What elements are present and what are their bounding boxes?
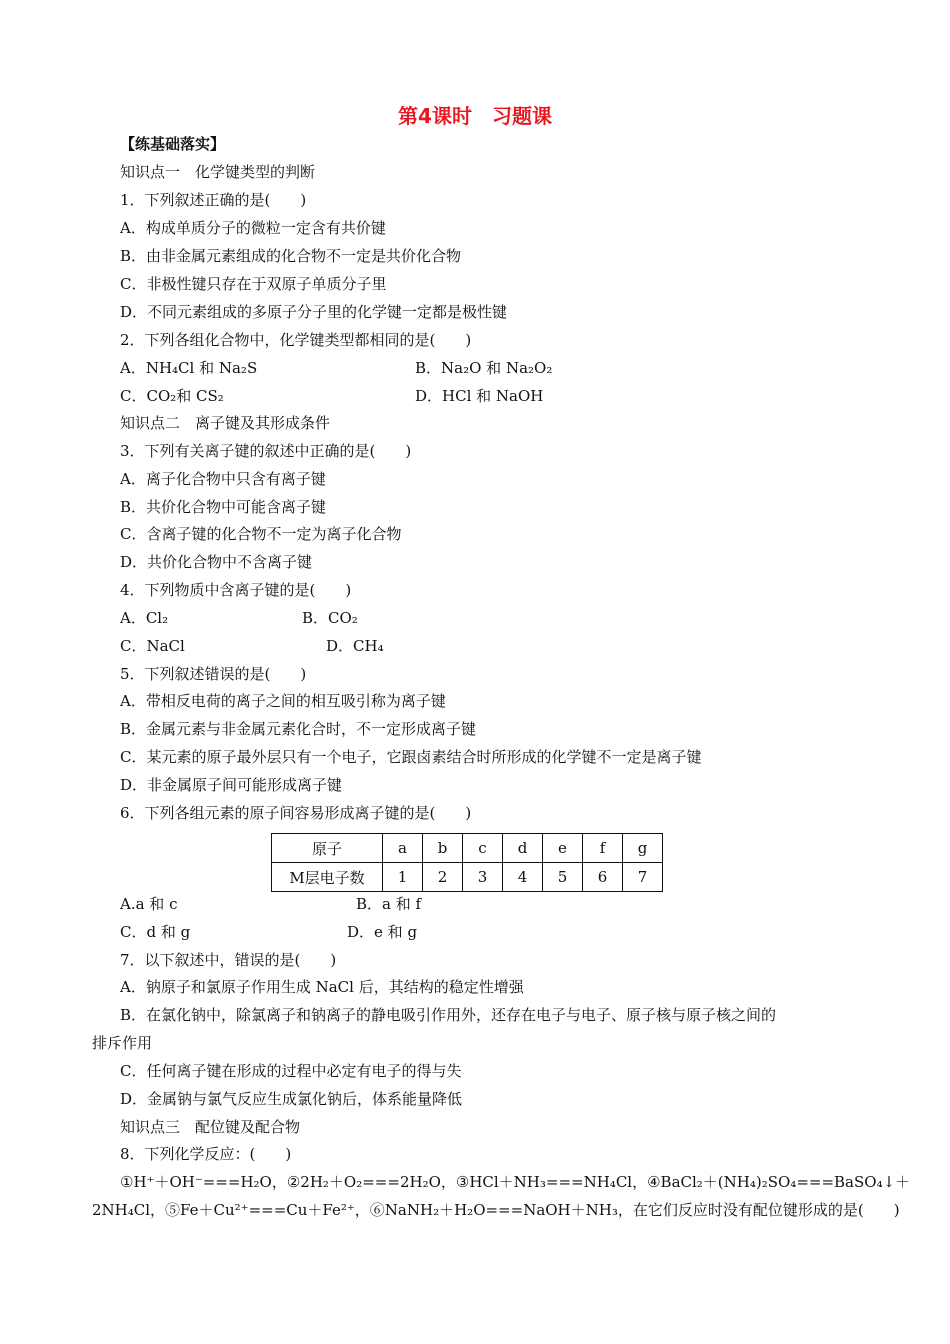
q3-option-c: C．含离子键的化合物不一定为离子化合物	[120, 525, 402, 543]
q7-option-c: C．任何离子键在形成的过程中必定有电子的得与失	[120, 1062, 462, 1080]
knowledge-point-1: 知识点一 化学键类型的判断	[120, 163, 316, 181]
q1-option-a: A．构成单质分子的微粒一定含有共价键	[120, 219, 386, 237]
table-cell: 2	[423, 863, 463, 892]
q7-option-b: B．在氯化钠中，除氯离子和钠离子的静电吸引作用外，还存在电子与电子、原子核与原子核之间的	[120, 1006, 777, 1024]
q1-option-d: D．不同元素组成的多原子分子里的化学键一定都是极性键	[120, 303, 508, 321]
table-cell: 4	[503, 863, 543, 892]
electron-table	[271, 833, 663, 892]
q5-stem: 5．下列叙述错误的是( )	[120, 665, 307, 683]
q3-option-b: B．共价化合物中可能含离子键	[120, 498, 327, 516]
q8-reactions-line-1: ①H⁺＋OH⁻===H₂O，②2H₂＋O₂===2H₂O，③HCl＋NH₃===NH₄Cl，④BaCl₂＋(NH₄)₂SO₄===BaSO₄↓＋	[120, 1173, 911, 1191]
table-cell: 原子	[272, 834, 383, 863]
q4-option-a: A．Cl₂	[120, 609, 169, 627]
q4-option-b: B．CO₂	[302, 609, 358, 627]
q6-stem: 6．下列各组元素的原子间容易形成离子键的是( )	[120, 804, 472, 822]
table-cell: c	[463, 834, 503, 863]
q2-option-d: D．HCl 和 NaOH	[415, 387, 544, 405]
q2-stem: 2．下列各组化合物中，化学键类型都相同的是( )	[120, 331, 472, 349]
table-cell: e	[543, 834, 583, 863]
table-cell: a	[383, 834, 423, 863]
q2-option-a: A．NH₄Cl 和 Na₂S	[120, 359, 258, 377]
q3-stem: 3．下列有关离子键的叙述中正确的是( )	[120, 442, 412, 460]
q5-option-c: C．某元素的原子最外层只有一个电子，它跟卤素结合时所形成的化学键不一定是离子键	[120, 748, 702, 766]
q6-option-b: B．a 和 f	[356, 895, 422, 913]
table-cell: 3	[463, 863, 503, 892]
knowledge-point-2: 知识点二 离子键及其形成条件	[120, 414, 331, 432]
table-cell: f	[583, 834, 623, 863]
table-cell: M层电子数	[272, 863, 383, 892]
q1-option-b: B．由非金属元素组成的化合物不一定是共价化合物	[120, 247, 462, 265]
q6-option-a: A.a 和 c	[120, 895, 178, 913]
q8-reactions-line-2: 2NH₄Cl，⑤Fe＋Cu²⁺===Cu＋Fe²⁺，⑥NaNH₂＋H₂O===NaOH＋NH₃，在它们反应时没有配位键形成的是( )	[92, 1201, 900, 1219]
q6-option-d: D．e 和 g	[347, 923, 418, 941]
q2-option-b: B．Na₂O 和 Na₂O₂	[415, 359, 553, 377]
q7-option-d: D．金属钠与氯气反应生成氯化钠后，体系能量降低	[120, 1090, 463, 1108]
q6-option-c: C．d 和 g	[120, 923, 191, 941]
q4-option-d: D．CH₄	[326, 637, 384, 655]
table-cell: 6	[583, 863, 623, 892]
page-title: 第4课时 习题课	[398, 104, 552, 128]
q3-option-a: A．离子化合物中只含有离子键	[120, 470, 326, 488]
q7-option-a: A．钠原子和氯原子作用生成 NaCl 后，其结构的稳定性增强	[120, 978, 524, 996]
q2-option-c: C．CO₂和 CS₂	[120, 387, 224, 405]
q3-option-d: D．共价化合物中不含离子键	[120, 553, 313, 571]
table-cell: d	[503, 834, 543, 863]
q5-option-a: A．带相反电荷的离子之间的相互吸引称为离子键	[120, 692, 446, 710]
q7-option-b-continued: 排斥作用	[92, 1034, 153, 1052]
q5-option-b: B．金属元素与非金属元素化合时，不一定形成离子键	[120, 720, 477, 738]
q8-stem: 8．下列化学反应：( )	[120, 1145, 292, 1163]
table-row	[272, 863, 663, 892]
q4-option-c: C．NaCl	[120, 637, 185, 655]
table-cell: 5	[543, 863, 583, 892]
table-cell: 1	[383, 863, 423, 892]
table-cell: g	[623, 834, 663, 863]
table-cell: b	[423, 834, 463, 863]
q5-option-d: D．非金属原子间可能形成离子键	[120, 776, 343, 794]
knowledge-point-3: 知识点三 配位键及配合物	[120, 1118, 301, 1136]
table-header-row	[272, 834, 663, 863]
q1-option-c: C．非极性键只存在于双原子单质分子里	[120, 275, 387, 293]
section-heading: 【练基础落实】	[120, 135, 226, 153]
q4-stem: 4．下列物质中含离子键的是( )	[120, 581, 352, 599]
table-cell: 7	[623, 863, 663, 892]
q1-stem: 1．下列叙述正确的是( )	[120, 191, 307, 209]
q7-stem: 7．以下叙述中，错误的是( )	[120, 951, 337, 969]
